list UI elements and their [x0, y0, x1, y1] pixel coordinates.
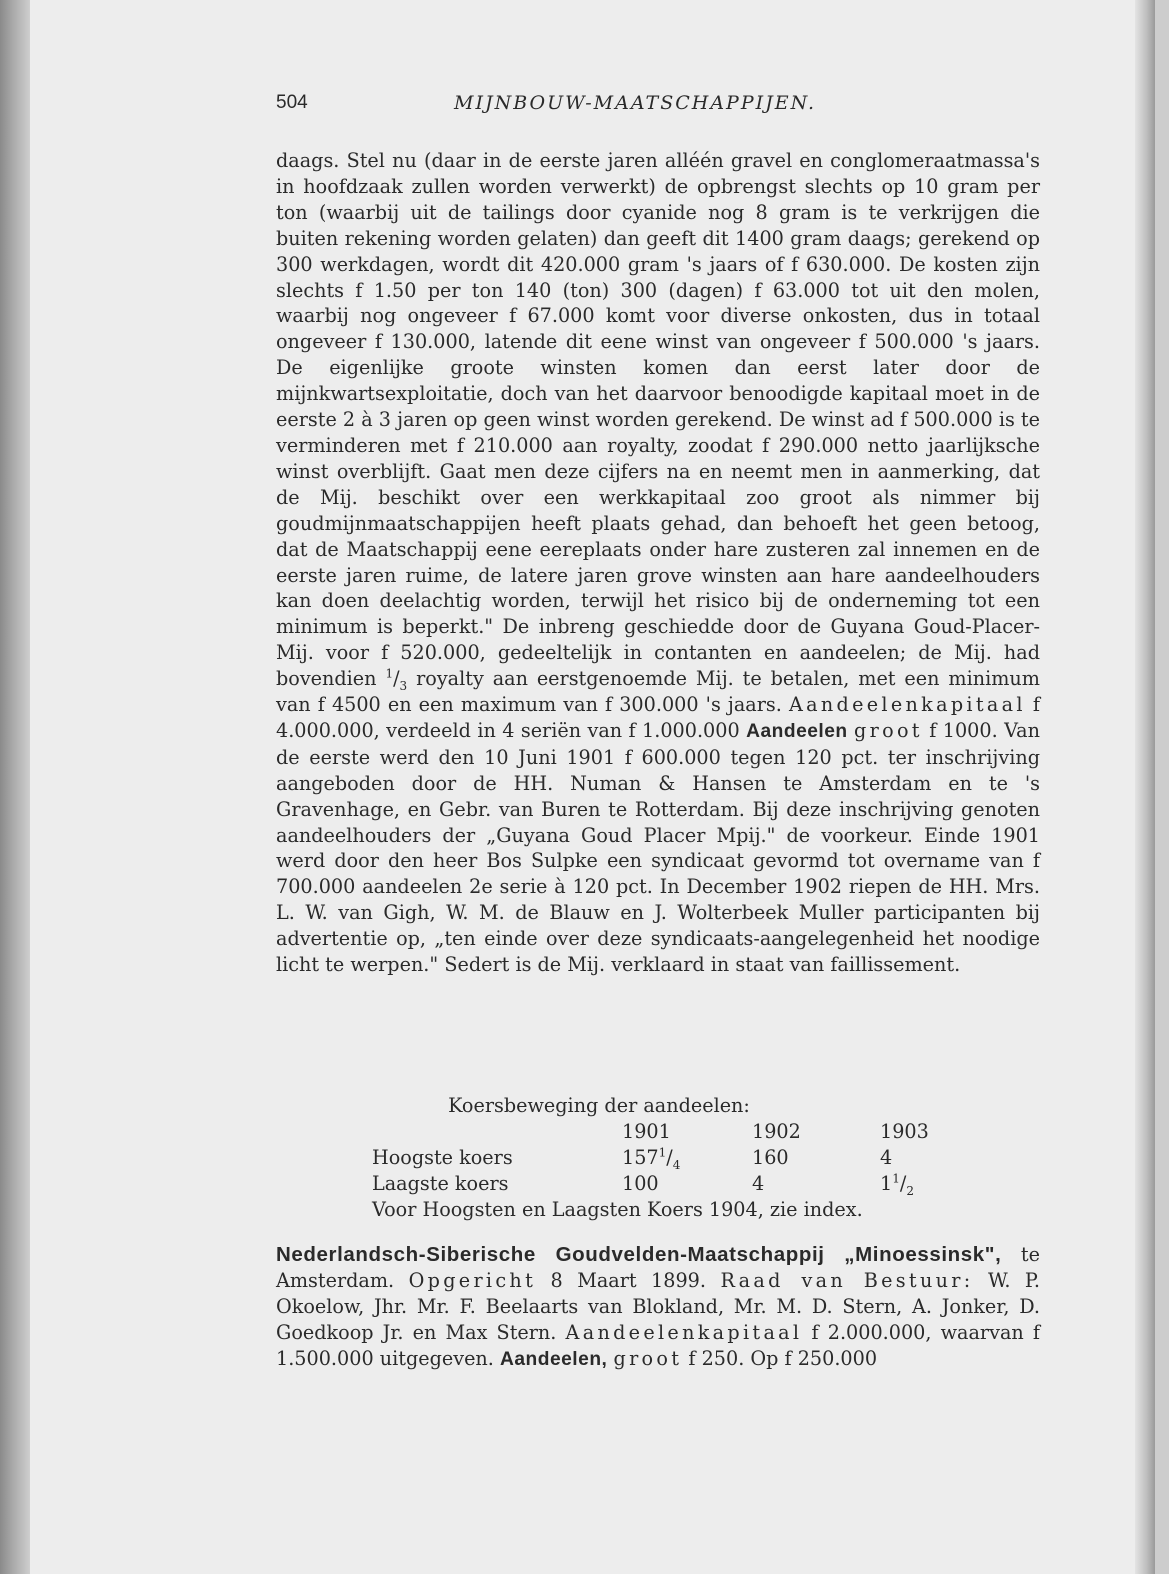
row-label: Hoogste koers	[372, 1145, 513, 1169]
year-header: 1902	[752, 1119, 801, 1143]
paragraph: daags. Stel nu (daar in de eerste jaren alléén gravel en conglomeraatmassa's in hoofdzaak zullen worden verwerkt) de opbrengst slechts op 10 gram per ton (waarbij uit de tailings door cyanide nog 8 gram is te verkrijgen die buiten rekening worden gelaten) dan geeft dit 1400 gram daags; gerekend op 300 werkdagen, wordt dit 420.000 gram 's jaars of f 630.000. De kosten zijn slechts f 1.50 per ton 140 (ton) 300 (dagen) f 63.000 tot uit den molen, waarbij nog ongeveer f 67.000 komt voor diverse onkosten, dus in totaal ongeveer f 130.000, latende dit eene winst van ongeveer f 500.000 's jaars. De eigenlijke groote winsten komen dan eerst later door de mijnkwartsexploitatie, doch van het daarvoor benoodigde kapitaal moet in de eerste 2 à 3 jaren op geen winst worden gerekend. De winst ad f 500.000 is te verminderen met f 210.000 aan royalty, zoodat f 290.000 netto jaarlijksche winst overblijft. Gaat men deze cijfers na en neemt men in aanmerking, dat de Mij. beschikt over een werkkapitaal zoo groot als nimmer bij goudmijnmaatschappijen heeft plaats gehad, dan behoeft het geen betoog, dat de Maatschappij eene eereplaats onder hare zusteren zal innemen en de eerste jaren ruime, de latere jaren grove winsten aan hare aandeelhouders kan doen deelachtig worden, terwijl het risico bij de onderneming tot een minimum is beperkt." De inbreng geschiedde door de Guyana Goud-Placer-Mij. voor f 520.000, gedeeltelijk in contanten en aandeelen; de Mij. had bovendien $^1/_3$ royalty aan eerstgenoemde Mij. te betalen, met een minimum van f 4500 en een maximum van f 300.000 's jaars. Aandeelenkapitaal f 4.000.000, verdeeld in 4 seriën van f 1.000.000 Aandeelen groot f 1000. Van de eerste werd den 10 Juni 1901 f 600.000 tegen 120 pct. ter inschrijving aangeboden door de HH. Numan & Hansen te Amsterdam en te 's Gravenhage, en Gebr. van Buren te Rotterdam. Bij deze inschrijving genoten aandeelhouders der „Guyana Goud Placer Mpij." de voorkeur. Einde 1901 werd door den heer Bos Sulpke een syndicaat gevormd tot overname van f 700.000 aandeelen 2e serie à 120 pct. In December 1902 riepen de HH. Mrs. L. W. van Gigh, W. M. de Blauw en J. Wolterbeek Muller participanten bij advertentie op, „ten einde over deze syndicaats-aangelegenheid het noodige licht te werpen." Sedert is de Mij. verklaard in staat van faillissement.	[276, 149, 1040, 977]
spaced-label: Opgericht	[408, 1268, 537, 1292]
paragraph-text: royalty aan eerstgenoemde Mij. te betalen, met een minimum van f 4500 en een maximum van f 300.000 's jaars.	[276, 667, 1040, 717]
company-location: te Amsterdam.	[276, 1243, 1040, 1292]
paragraph-text: f 4.000.000, verdeeld in 4 seriën van f 1.000.000	[276, 693, 1040, 742]
bold-label: Aandeelen,	[500, 1348, 608, 1370]
main-paragraph	[276, 148, 1040, 978]
table-cell: 100	[622, 1171, 659, 1195]
table-cell: $1^1/_2$	[880, 1171, 914, 1198]
page-header	[276, 92, 1044, 122]
paragraph-text: daags. Stel nu (daar in de eerste jaren alléén gravel en conglomeraatmassa's in hoofdzaak zullen worden verwerkt) de opbrengst slechts op 10 gram per ton (waarbij uit de tailings door cyanide nog 8 gram is te verkrijgen die buiten rekening worden gelaten) dan geeft dit 1400 gram daags; gerekend op 300 werkdagen, wordt dit 420.000 gram 's jaars of f 630.000. De kosten zijn slechts f 1.50 per ton 140 (ton) 300 (dagen) f 63.000 tot uit den molen, waarbij nog ongeveer f 67.000 komt voor diverse onkosten, dus in totaal ongeveer f 130.000, latende dit eene winst van ongeveer f 500.000 's jaars. De eigenlijke groote winsten komen dan eerst later door de mijnkwartsexploitatie, doch van het daarvoor benoodigde kapitaal moet in de eerste 2 à 3 jaren op geen winst worden gerekend. De winst ad f 500.000 is te verminderen met f 210.000 aan royalty, zoodat f 290.000 netto jaarlijksche winst overblijft. Gaat men deze cijfers na en neemt men in aanmerking, dat de Mij. beschikt over een werkkapitaal zoo groot als nimmer bij goudmijnmaatschappijen heeft plaats gehad, dan behoeft het geen betoog, dat de Maatschappij eene eereplaats onder hare zusteren zal innemen en de eerste jaren ruime, de latere jaren grove winsten aan hare aandeelhouders kan doen deelachtig worden, terwijl het risico bij de onderneming tot een minimum is beperkt." De inbreng geschiedde door de Guyana Goud-Placer-Mij. voor f 520.000, gedeeltelijk in contanten en aandeelen; de Mij. had bovendien	[276, 149, 1040, 691]
fraction-denominator: 4	[672, 1157, 681, 1172]
company-entry	[276, 1242, 1040, 1373]
spaced-label: groot	[613, 1346, 683, 1370]
fraction-numerator: 1	[658, 1145, 667, 1160]
table-row	[372, 1145, 960, 1171]
fraction-numerator: 1	[385, 666, 394, 681]
table-cell: 160	[752, 1145, 789, 1169]
fraction-numerator: 1	[892, 1171, 900, 1186]
spaced-label: Aandeelenkapitaal	[788, 693, 1026, 717]
price-table-block	[276, 1093, 1040, 1223]
table-row	[372, 1171, 960, 1197]
fraction-denominator: 2	[906, 1183, 914, 1198]
spaced-label: Aandeelenkapitaal	[565, 1320, 803, 1344]
year-header: 1901	[622, 1119, 671, 1143]
spaced-label: Raad van Bestuur:	[720, 1268, 974, 1292]
table-cell: 4	[880, 1145, 893, 1169]
table-cell: 4	[752, 1171, 765, 1195]
spaced-label: groot	[854, 718, 923, 742]
cell-value: 157	[622, 1145, 659, 1169]
price-table	[372, 1119, 960, 1197]
page-number: 504	[276, 92, 308, 113]
paragraph-text: f 1000. Van de eerste werd den 10 Juni 1901 f 600.000 tegen 120 pct. ter inschrijving aangeboden door de HH. Numan & Hansen te Amsterdam en te 's Gravenhage, en Gebr. van Buren te Rotterdam. Bij deze inschrijving genoten aandeelhouders der „Guyana Goud Placer Mpij." de voorkeur. Einde 1901 werd door den heer Bos Sulpke een syndicaat gevormd tot overname van f 700.000 aandeelen 2e serie à 120 pct. In December 1902 riepen de HH. Mrs. L. W. van Gigh, W. M. de Blauw en J. Wolterbeek Muller participanten bij advertentie op, „ten einde over deze syndicaats-aangelegenheid het noodige licht te werpen." Sedert is de Mij. verklaard in staat van faillissement.	[276, 718, 1040, 977]
company-title: Nederlandsch-Siberische Goudvelden-Maatschappij „Minoessinsk",	[276, 1243, 1002, 1266]
table-header-row	[372, 1119, 960, 1145]
table-caption: Koersbeweging der aandeelen:	[448, 1094, 750, 1117]
fraction-denominator: 3	[399, 678, 408, 693]
running-title: MIJNBOUW-MAATSCHAPPIJEN.	[454, 92, 817, 114]
founded-date: 8 Maart 1899.	[550, 1268, 706, 1292]
bold-label: Aandeelen	[746, 720, 848, 742]
capital-value: f 2.000.000, waarvan f 1.500.000 uitgegeven.	[276, 1320, 1040, 1370]
page-edge	[1135, 0, 1155, 1574]
board-members: W. P. Okoelow, Jhr. Mr. F. Beelaarts van Blokland, Mr. M. D. Stern, A. Jonker, D. Goedkoop Jr. en Max Stern.	[276, 1268, 1040, 1344]
paragraph-text: f 250. Op f 250.000	[688, 1346, 878, 1370]
table-cell: $157^1/_4$	[622, 1145, 681, 1172]
year-header: 1903	[880, 1119, 929, 1143]
cell-value: 1	[880, 1171, 893, 1195]
row-label: Laagste koers	[372, 1171, 509, 1195]
table-footnote: Voor Hoogsten en Laagsten Koers 1904, zie index.	[372, 1197, 863, 1221]
